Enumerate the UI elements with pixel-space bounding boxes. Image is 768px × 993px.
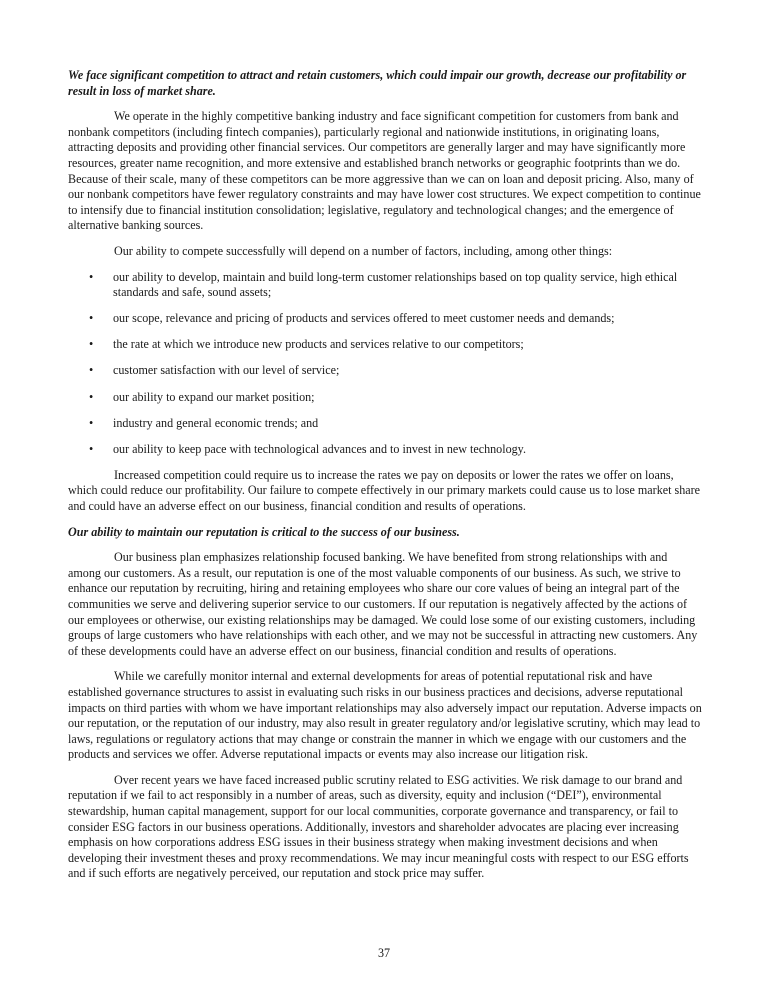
bullet-icon: • [89,389,94,404]
bullet-icon: • [89,269,94,284]
document-page [68,68,702,892]
section-heading: Our ability to maintain our reputation is critical to the success of our business. [68,524,460,539]
list-item [68,390,702,406]
page-number: 37 [377,946,391,960]
list-item-text: our ability to keep pace with technological advances and to invest in new technology. [113,441,526,456]
list-item-text: our ability to expand our market position; [113,389,315,404]
bullet-icon: • [89,415,94,430]
bullet-icon: • [89,363,94,378]
list-item [68,311,702,327]
factors-list [68,270,702,458]
list-item-text: our ability to develop, maintain and build long-term customer relationships based on top quality service, high ethical standards and safe, sound assets; [113,269,678,300]
bullet-icon: • [89,337,94,352]
paragraph: Increased competition could require us to increase the rates we pay on deposits or lower the rates we offer on loans, which could reduce our profitability. Our failure to compete effectively in our primary markets could cause us to lose market share and could have an adverse effect on our business, financial condition and results of operations. [68,467,701,513]
bullet-icon: • [89,311,94,326]
paragraph: Over recent years we have faced increased public scrutiny related to ESG activities. We risk damage to our brand and reputation if we fail to act responsibly in a number of areas, such as diversity, equity and inclusion (“DEI”), environmental stewardship, human capital management, support for our local communities, corporate governance and transparency, or fail to consider ESG factors in our business operations. Additionally, investors and shareholder advocates are placing ever increasing emphasis on how corporations address ESG issues in their business strategy when making investment decisions and when developing their investment theses and proxy recommendations. We may incur meaningful costs with respect to our ESG efforts and if such efforts are negatively perceived, our reputation and stock price may suffer. [68,772,689,881]
paragraph: We operate in the highly competitive banking industry and face significant competition for customers from bank and nonbank competitors (including fintech companies), particularly regional and nationwide institutions, in originating loans, attracting deposits and providing other financial services. Our competitors are generally larger and may have significantly more resources, greater name recognition, and more extensive and established branch networks or geographic footprints than we do. Because of their scale, many of these competitors can be more aggressive than we can on loan and deposit pricing. Also, many of our nonbank competitors have fewer regulatory constraints and may have lower cost structures. We expect competition to continue to intensify due to financial institution consolidation; legislative, regulatory and technological changes; and the emergence of alternative banking sources. [68,109,701,233]
section-heading: We face significant competition to attract and retain customers, which could impair our growth, decrease our profitability or result in loss of market share. [68,68,687,98]
section-reputation [68,525,702,882]
list-item-text: the rate at which we introduce new products and services relative to our competitors; [113,337,524,352]
list-item [68,363,702,379]
list-item-text: our scope, relevance and pricing of products and services offered to meet customer needs and demands; [113,311,615,326]
list-item-text: industry and general economic trends; and [113,415,319,430]
paragraph: Our ability to compete successfully will depend on a number of factors, including, among other things: [114,243,613,258]
paragraph: Our business plan emphasizes relationship focused banking. We have benefited from strong relationships with and among our customers. As a result, our reputation is one of the most valuable components of our business. As such, we strive to enhance our reputation by recruiting, hiring and retaining employees who share our core values of being an integral part of the communities we serve and delivering superior service to our customers. If our reputation is negatively affected by the actions of our employees or otherwise, our existing relationships may be damaged. We could lose some of our existing customers, including groups of large customers who have relationships with each other, and we may not be successful in attracting new customers. Any of these developments could have an adverse effect on our business, financial condition and results of operations. [68,550,698,658]
list-item [68,337,702,353]
list-item [68,442,702,458]
list-item-text: customer satisfaction with our level of service; [113,363,340,378]
list-item [68,416,702,432]
bullet-icon: • [89,441,94,456]
list-item [68,270,702,301]
section-competition [68,68,702,515]
paragraph: While we carefully monitor internal and external developments for areas of potential reputational risk and have established governance structures to assist in evaluating such risks in our business practices and decisions, adverse reputational impacts on third parties with whom we have important relationships may also adversely impact our reputation. Adverse impacts on our reputation, or the reputation of our industry, may also result in greater regulatory and/or legislative scrutiny, which may lead to laws, regulations or regulatory actions that may change or constrain the manner in which we engage with our customers and the products and services we offer. Adverse reputational impacts or events may also increase our litigation risk. [68,669,702,762]
